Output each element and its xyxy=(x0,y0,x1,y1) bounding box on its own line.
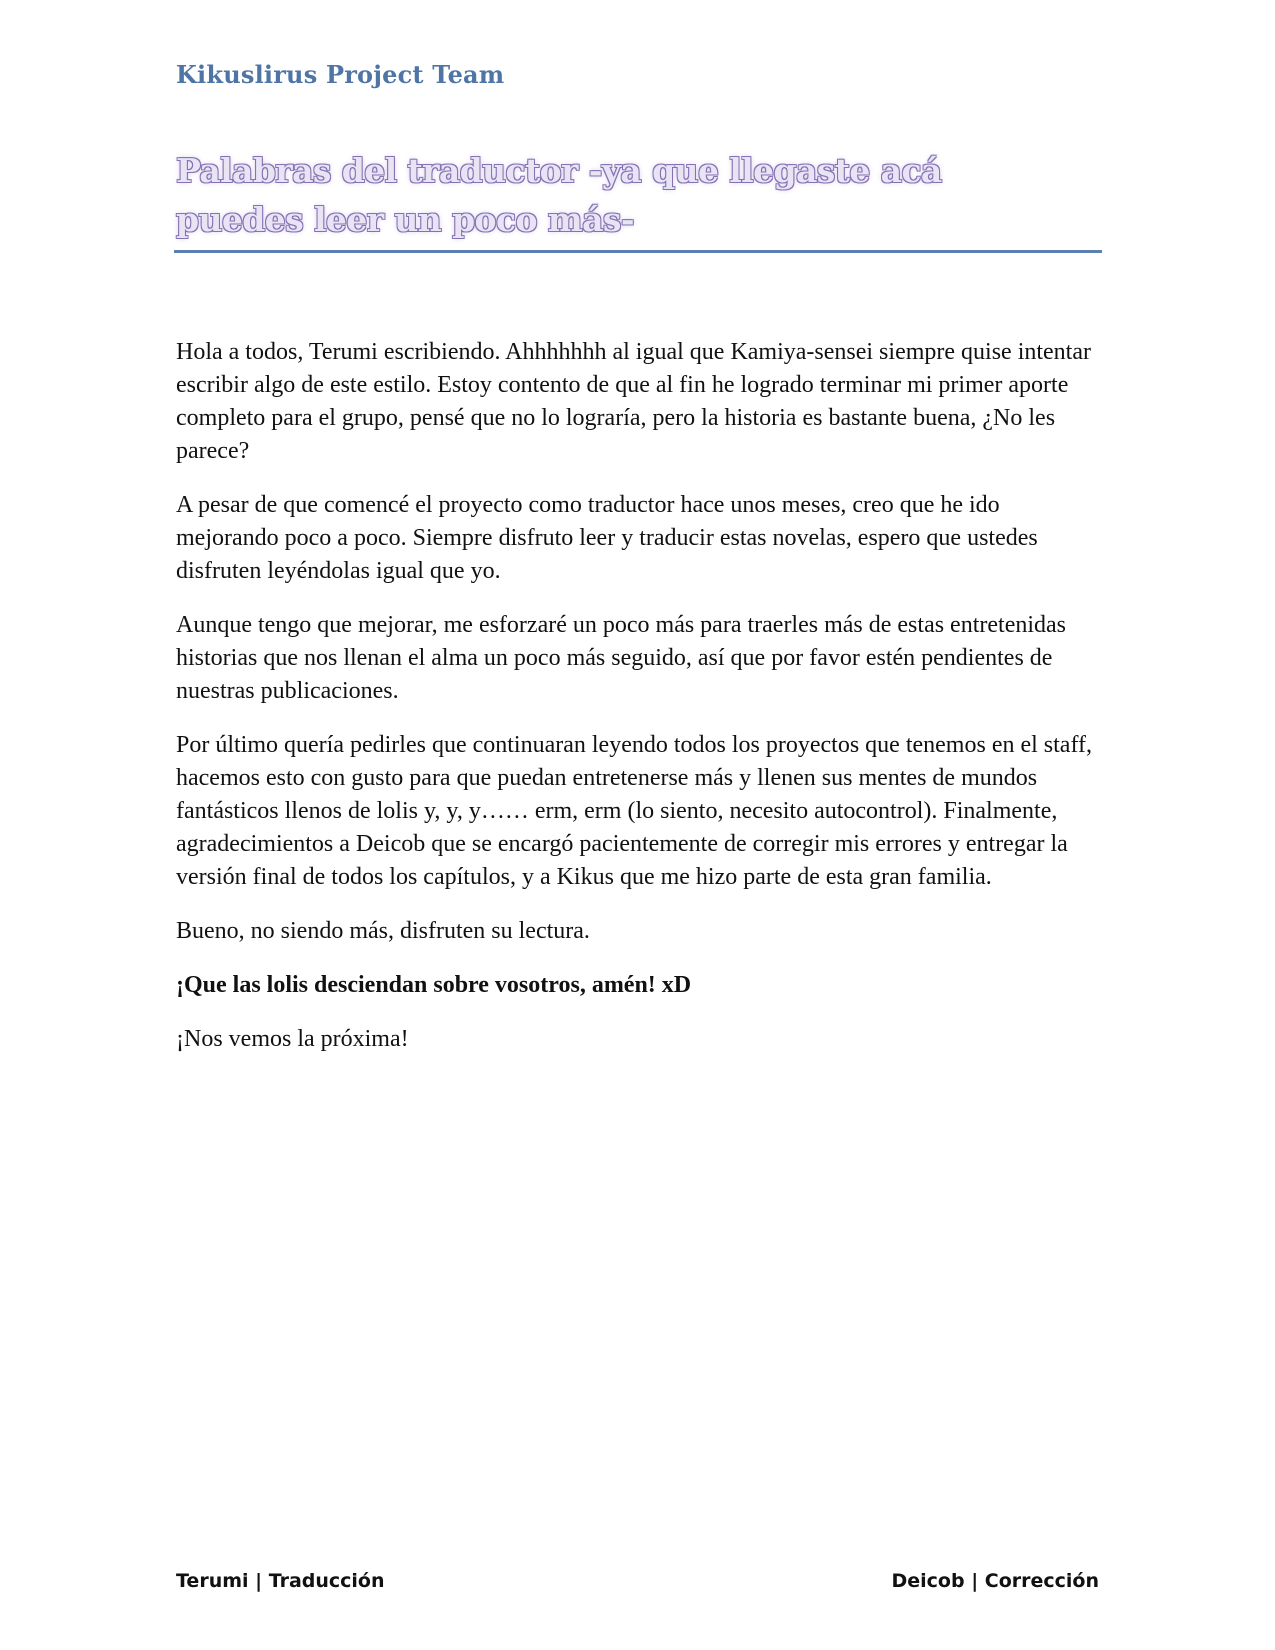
title-divider xyxy=(174,250,1102,253)
footer-proofreader: Deicob | Corrección xyxy=(891,1570,1099,1592)
paragraph-progress: A pesar de que comencé el proyecto como traductor hace unos meses, creo que he ido mejorando poco a poco. Siempre disfruto leer y traducir estas novelas, espero que ustedes disfruten leyéndolas igual que yo. xyxy=(176,492,1038,584)
document-title: Palabras del traductor -ya que llegaste acá puedes leer un poco más- xyxy=(176,151,942,239)
document-body xyxy=(176,336,1096,1077)
team-header: Kikuslirus Project Team xyxy=(176,60,505,89)
paragraph-commitment: Aunque tengo que mejorar, me esforzaré un poco más para traerles más de estas entretenidas historias que nos llenan el alma un poco más seguido, así que por favor estén pendientes de nuestras publicaciones. xyxy=(176,612,1067,704)
paragraph-intro: Hola a todos, Terumi escribiendo. Ahhhhhhh al igual que Kamiya-sensei siempre quise intentar escribir algo de este estilo. Estoy contento de que al fin he logrado terminar mi primer aporte completo para el grupo, pensé que no lo lograría, pero la historia es bastante buena, ¿No les parece? xyxy=(176,339,1091,464)
paragraph-blessing: ¡Que las lolis desciendan sobre vosotros, amén! xD xyxy=(176,972,692,998)
footer-translator: Terumi | Traducción xyxy=(176,1570,385,1592)
paragraph-farewell: ¡Nos vemos la próxima! xyxy=(176,1026,409,1052)
paragraph-thanks: Por último quería pedirles que continuaran leyendo todos los proyectos que tenemos en el staff, hacemos esto con gusto para que puedan entretenerse más y llenen sus mentes de mundos fantásticos llenos de lolis y, y, y…… erm, erm (lo siento, necesito autocontrol). Finalmente, agradecimientos a Deicob que se encargó pacientemente de corregir mis errores y entregar la versión final de todos los capítulos, y a Kikus que me hizo parte de esta gran familia. xyxy=(176,732,1092,890)
paragraph-closing: Bueno, no siendo más, disfruten su lectura. xyxy=(176,918,590,944)
